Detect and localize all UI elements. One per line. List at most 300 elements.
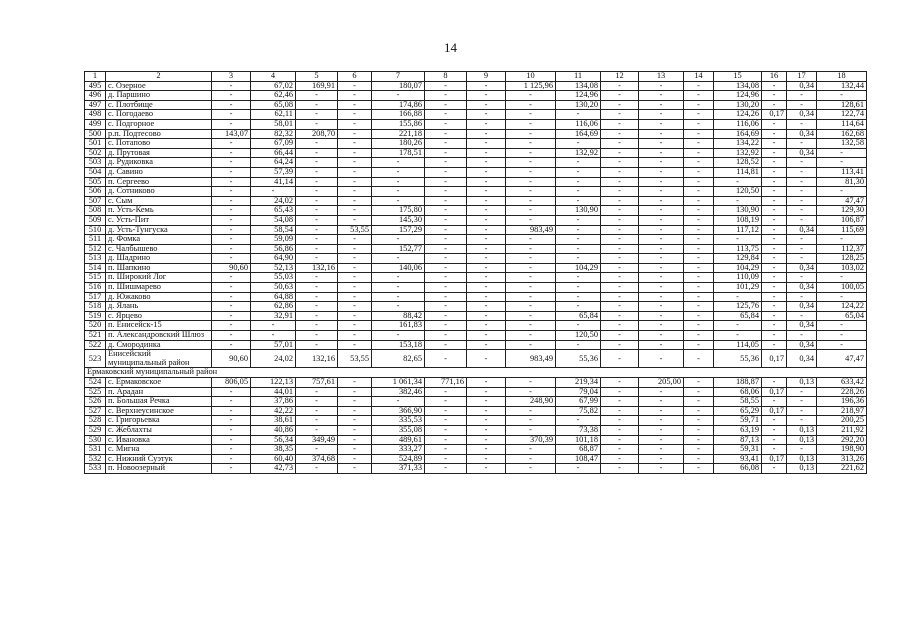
table-cell: - [684,215,714,225]
table-row [85,406,867,416]
table-cell: - [372,196,425,206]
table-cell: - [425,244,467,254]
table-cell: 122,13 [251,378,296,388]
table-cell: - [684,235,714,245]
table-cell: п. Енисейск-15 [106,321,212,331]
table-cell: - [556,302,601,312]
table-cell: - [506,340,556,350]
table-cell: - [251,321,296,331]
table-cell: 44,01 [251,387,296,397]
table-cell: - [425,254,467,264]
table-cell: - [714,331,762,341]
table-cell: 528 [85,416,106,426]
table-cell: 132,92 [714,148,762,158]
table-cell: - [338,302,372,312]
table-cell: 370,39 [506,435,556,445]
table-cell: 157,29 [372,225,425,235]
table-cell: 113,75 [714,244,762,254]
table-cell: - [762,254,787,264]
table-cell: 59,31 [714,445,762,455]
table-cell: 502 [85,148,106,158]
table-row [85,387,867,397]
table-cell: с. Григорьевка [106,416,212,426]
table-cell: 200,25 [817,416,867,426]
table-cell: 42,73 [251,464,296,474]
table-cell: - [372,235,425,245]
table-cell: - [296,254,338,264]
table-cell: 52,13 [251,263,296,273]
table-cell: 40,86 [251,425,296,435]
table-cell: 66,08 [714,464,762,474]
table-cell: 519 [85,311,106,321]
table-cell: 101,18 [556,435,601,445]
table-cell: - [212,321,251,331]
table-cell: - [338,215,372,225]
table-cell: - [684,387,714,397]
table-row [85,311,867,321]
table-cell: д. Усть-Тунгуска [106,225,212,235]
table-cell: - [556,321,601,331]
table-cell: - [467,254,506,264]
table-cell: - [296,321,338,331]
table-cell: - [639,331,684,341]
table-cell: 58,01 [251,119,296,129]
table-cell: - [601,244,639,254]
table-cell: - [467,378,506,388]
table-cell: - [212,206,251,216]
table-cell: - [817,235,867,245]
table-row [85,91,867,101]
table-cell: - [684,416,714,426]
header-cell: 16 [762,72,787,82]
table-cell: 806,05 [212,378,251,388]
table-cell: - [338,100,372,110]
table-cell: 82,65 [372,350,425,368]
table-cell: д. Смородинка [106,340,212,350]
table-cell: 57,39 [251,167,296,177]
table-row [85,110,867,120]
table-cell: д. Рудиковка [106,158,212,168]
table-cell: - [467,273,506,283]
table-cell: - [787,254,817,264]
table-cell: с. Сым [106,196,212,206]
table-cell: 100,05 [817,283,867,293]
table-cell: - [684,331,714,341]
table-cell: 153,18 [372,340,425,350]
table-cell: - [639,454,684,464]
table-cell: с. Мигна [106,445,212,455]
table-cell: - [787,167,817,177]
table-cell: 65,29 [714,406,762,416]
table-row [85,129,867,139]
header-cell: 9 [467,72,506,82]
table-cell: 983,49 [506,225,556,235]
table-cell: 178,51 [372,148,425,158]
table-cell: - [762,263,787,273]
table-cell: - [639,196,684,206]
table-cell: - [212,187,251,197]
table-cell: - [639,139,684,149]
table-cell: 382,46 [372,387,425,397]
table-cell: 132,92 [556,148,601,158]
table-cell: - [787,235,817,245]
table-cell: - [601,110,639,120]
table-cell: 67,09 [251,139,296,149]
table-cell: - [639,110,684,120]
table-cell: - [762,340,787,350]
table-cell: 0,13 [787,454,817,464]
table-cell: - [212,292,251,302]
table-cell: 514 [85,263,106,273]
table-cell: 106,87 [817,215,867,225]
table-cell: - [639,425,684,435]
table-cell: - [684,100,714,110]
table-row [85,148,867,158]
header-cell: 1 [85,72,106,82]
table-cell: 115,69 [817,225,867,235]
table-cell: с. Чалбышево [106,244,212,254]
table-row [85,292,867,302]
table-cell: - [467,235,506,245]
table-cell: - [601,215,639,225]
table-cell: с. Потапово [106,139,212,149]
table-cell: 526 [85,397,106,407]
table-cell: 103,02 [817,263,867,273]
table-cell: 65,04 [817,311,867,321]
table-cell: - [338,321,372,331]
table-cell: - [506,425,556,435]
table-cell: 134,08 [714,81,762,91]
table-cell: - [212,139,251,149]
table-cell: 366,90 [372,406,425,416]
table-cell: - [684,321,714,331]
table-cell: - [556,464,601,474]
table-cell: с. Нижний Суэтук [106,454,212,464]
table-cell: 0,34 [787,225,817,235]
table-cell: - [787,416,817,426]
table-cell: - [338,158,372,168]
table-cell: - [372,302,425,312]
table-cell: 129,30 [817,206,867,216]
table-cell: - [601,254,639,264]
table-cell: - [296,187,338,197]
table-cell: п. Александровский Шлюз [106,331,212,341]
table-cell: 1 061,34 [372,378,425,388]
table-cell: - [425,91,467,101]
table-cell: 498 [85,110,106,120]
table-cell: 88,42 [372,311,425,321]
table-cell: - [556,187,601,197]
table-cell: - [556,225,601,235]
table-cell: 524 [85,378,106,388]
table-cell: - [296,331,338,341]
table-cell: 104,29 [556,263,601,273]
table-cell: 0,17 [762,387,787,397]
table-row [85,350,867,368]
table-cell: - [296,445,338,455]
table-cell: - [296,283,338,293]
table-cell: - [467,435,506,445]
table-cell: - [296,91,338,101]
table-cell: д. Прутовая [106,148,212,158]
table-cell: - [762,302,787,312]
table-cell: - [506,254,556,264]
table-cell: 62,46 [251,91,296,101]
table-cell: с. Жеблахты [106,425,212,435]
table-cell: - [639,283,684,293]
table-cell: 515 [85,273,106,283]
table-cell: - [372,283,425,293]
table-cell: 530 [85,435,106,445]
table-cell: 125,76 [714,302,762,312]
table-cell: - [684,445,714,455]
table-cell: - [425,311,467,321]
table-cell: - [787,387,817,397]
table-cell: 116,06 [714,119,762,129]
table-cell: 79,04 [556,387,601,397]
table-cell: - [467,406,506,416]
table-cell: п. Шапкино [106,263,212,273]
table-cell: - [467,206,506,216]
table-cell: - [601,177,639,187]
table-cell: - [601,378,639,388]
table-cell: - [787,91,817,101]
header-cell: 13 [639,72,684,82]
table-cell: - [425,215,467,225]
table-cell: - [787,187,817,197]
table-cell: - [817,331,867,341]
table-cell: 506 [85,187,106,197]
table-cell: 248,90 [506,397,556,407]
table-cell: 757,61 [296,378,338,388]
table-cell: - [338,340,372,350]
table-cell: 67,99 [556,397,601,407]
table-cell: - [467,321,506,331]
table-cell: - [787,158,817,168]
table-cell: - [467,445,506,455]
table-cell: 0,34 [787,302,817,312]
table-cell: 1 125,96 [506,81,556,91]
table-cell: - [425,321,467,331]
table-cell: - [684,244,714,254]
table-cell: д. Паршино [106,91,212,101]
table-cell: - [601,283,639,293]
table-cell: - [338,378,372,388]
header-cell: 18 [817,72,867,82]
table-cell: - [684,406,714,416]
table-cell: - [556,158,601,168]
table-cell: - [467,387,506,397]
table-cell: - [639,129,684,139]
table-cell: - [684,167,714,177]
table-cell: - [639,387,684,397]
table-cell: - [601,196,639,206]
table-cell: - [601,158,639,168]
table-cell: - [212,91,251,101]
table-cell: - [639,81,684,91]
table-cell: 56,34 [251,435,296,445]
table-cell: - [296,206,338,216]
table-cell: - [212,235,251,245]
table-cell: - [338,464,372,474]
table-cell: - [684,206,714,216]
table-cell: 145,30 [372,215,425,225]
table-cell: - [639,235,684,245]
table-cell: 196,36 [817,397,867,407]
table-cell: 130,20 [714,100,762,110]
table-cell: - [787,119,817,129]
table-cell: - [556,139,601,149]
table-cell: - [425,416,467,426]
table-cell: - [506,100,556,110]
table-cell: - [684,177,714,187]
table-cell: - [296,406,338,416]
table-cell: - [787,406,817,416]
table-cell: - [762,244,787,254]
table-cell: - [639,340,684,350]
table-cell: - [601,387,639,397]
table-cell: 0,34 [787,321,817,331]
table-row [85,206,867,216]
table-cell: - [212,387,251,397]
table-cell: - [684,91,714,101]
table-cell: - [787,292,817,302]
table-cell: - [787,445,817,455]
table-cell: - [762,177,787,187]
table-cell: - [601,167,639,177]
table-cell: 124,96 [714,91,762,101]
table-cell: 112,37 [817,244,867,254]
table-cell: - [338,311,372,321]
table-cell: 129,84 [714,254,762,264]
table-cell: 524,89 [372,454,425,464]
table-cell: - [556,254,601,264]
table-cell: 520 [85,321,106,331]
table-cell: с. Погодаево [106,110,212,120]
table-cell: - [684,148,714,158]
table-cell: - [425,454,467,464]
table-cell: 122,74 [817,110,867,120]
table-row [85,273,867,283]
table-cell: - [212,273,251,283]
table-cell: - [762,206,787,216]
table-cell: - [467,331,506,341]
table-cell: 124,96 [556,91,601,101]
table-cell: п. Арадан [106,387,212,397]
table-cell: - [212,416,251,426]
table-cell: - [762,119,787,129]
table-cell: 37,86 [251,397,296,407]
table-cell: - [787,196,817,206]
table-cell: 218,97 [817,406,867,416]
table-cell: с. Подгорное [106,119,212,129]
table-cell: 58,55 [714,397,762,407]
table-cell: - [639,263,684,273]
table-cell: 117,12 [714,225,762,235]
table-cell: 41,14 [251,177,296,187]
table-cell: - [425,283,467,293]
table-cell: 116,06 [556,119,601,129]
table-cell: - [425,129,467,139]
table-row [85,340,867,350]
table-cell: 0,13 [787,378,817,388]
table-cell: - [467,225,506,235]
table-cell: - [787,139,817,149]
table-cell: 38,35 [251,445,296,455]
table-cell: - [639,406,684,416]
table-cell: - [506,292,556,302]
table-cell: - [338,435,372,445]
table-cell: - [212,81,251,91]
table-cell: 130,20 [556,100,601,110]
table-row [85,81,867,91]
table-cell: - [762,416,787,426]
table-body [85,72,867,474]
table-cell: - [338,406,372,416]
table-cell: - [639,187,684,197]
table-cell: - [601,397,639,407]
table-cell: - [601,263,639,273]
table-cell: - [601,187,639,197]
table-cell: - [684,81,714,91]
table-cell: - [338,425,372,435]
table-cell: - [212,158,251,168]
table-cell: - [425,235,467,245]
table-cell: - [296,302,338,312]
table-cell: - [296,148,338,158]
table-cell: - [296,110,338,120]
table-cell: 134,22 [714,139,762,149]
table-cell: - [684,158,714,168]
table-cell: - [684,273,714,283]
table-cell: - [506,416,556,426]
table-cell: - [639,244,684,254]
table-cell: - [762,158,787,168]
table-cell: 0,34 [787,263,817,273]
table-cell: 66,44 [251,148,296,158]
table-cell: - [425,331,467,341]
table-cell: 143,07 [212,129,251,139]
table-row [85,196,867,206]
table-cell: 90,60 [212,263,251,273]
table-cell: - [467,416,506,426]
table-cell: 513 [85,254,106,264]
table-cell: - [684,350,714,368]
table-cell: - [762,425,787,435]
table-cell: - [762,148,787,158]
header-cell: 6 [338,72,372,82]
table-cell: 509 [85,215,106,225]
table-cell: - [296,340,338,350]
table-cell: - [467,464,506,474]
header-cell: 3 [212,72,251,82]
table-cell: п. Большая Речка [106,397,212,407]
table-cell: 87,13 [714,435,762,445]
table-cell: 221,18 [372,129,425,139]
table-cell: - [506,148,556,158]
table-cell: - [467,167,506,177]
table-cell: - [639,167,684,177]
table-cell: - [762,378,787,388]
table-cell: - [372,331,425,341]
table-cell: - [212,464,251,474]
table-cell: 517 [85,292,106,302]
table-cell: 120,50 [556,331,601,341]
table-cell: - [556,110,601,120]
table-cell: 0,13 [787,425,817,435]
table-cell: - [338,139,372,149]
table-cell: 32,91 [251,311,296,321]
